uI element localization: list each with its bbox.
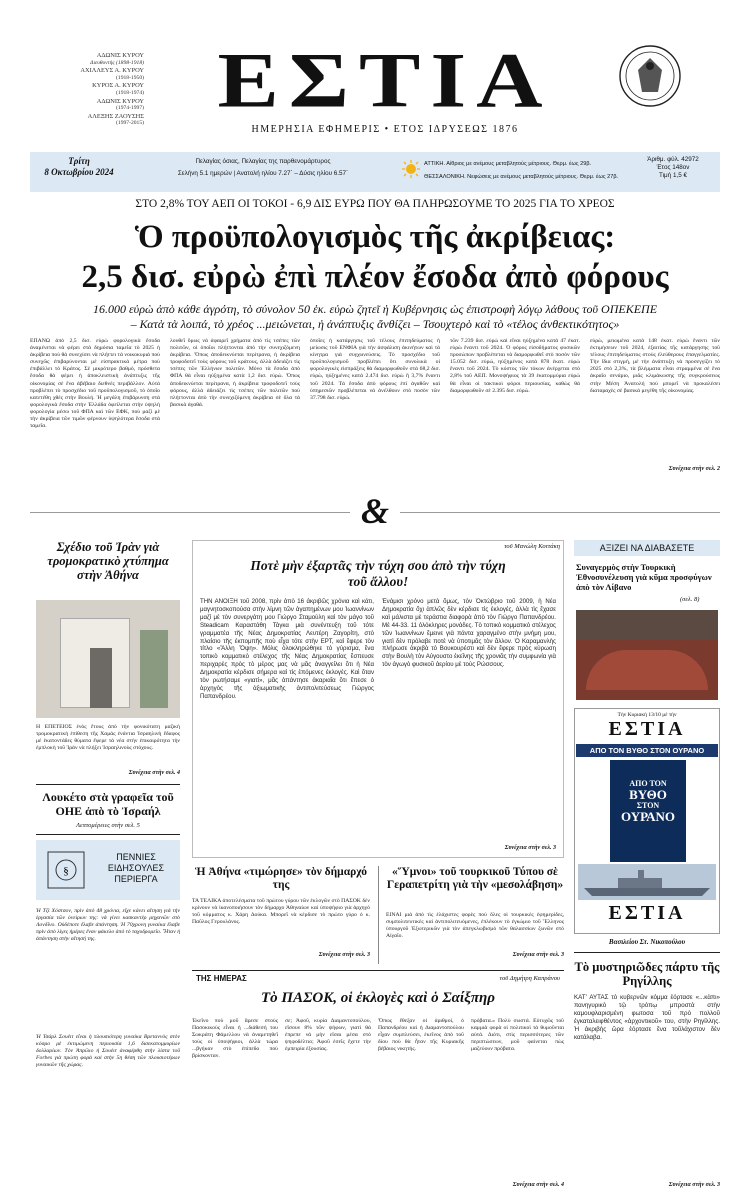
promo-banner: ΑΠΟ ΤΟΝ ΒΥΘΟ ΣΤΟΝ ΟΥΡΑΝΟ [576, 744, 718, 757]
lead-continues[interactable]: Συνέχεια στὴν σελ. 2 [668, 466, 720, 472]
issue-year: Έτος 148ον [656, 164, 690, 171]
brief-p2: Ἡ Τσάρλ Σουέιτ εἶναι ἡ πλουσιότερη γυναίκα Βρεταννὸς στὸν κόσμο μὲ ἐκτιμώμενη περιουσία 1,6 δισεκατομμυρίων δολλαρίων. Τὸν Ἀπρίλιο ἡ Σουέιτ ἀναφέρθη στὴν λίστα τοῦ Forbes γιὰ πρώτη φορά καὶ στὴν 5η θέση τῶν πλουσιοτέρων γυναικῶν τῆς χώρας. [36, 1034, 180, 1069]
pasok-continues[interactable]: Συνέχεια στὴν σελ. 3 [318, 952, 370, 958]
iran-text: Η ΕΠΕΤΕΙΟΣ ἐνὸς ἔτους ἀπὸ τὴν φονικότατη μαζικὴ τρομοκρατικὴ ἐπίθεση τῆς Χαμάς ἐνάντια Ἰσραηλινὴ ἔδαφος μὲ ἑκατοντάδες θύματα ἔφερε τὰ νέα στὴν ἐπικαιρότητα τὴν ἐμπλοκὴ τοῦ Ἰρὰν νὰ πλήξει Ἰσραηλινοὺς στόχους. [36, 724, 180, 752]
divider [30, 512, 350, 513]
turkey-text: ΕΙΝΑΙ μιὰ ἀπὸ τὶς ἐλάχιστες φορὲς ποὺ ὅλες οἱ τουρκικὲς ἐφημερίδες, συμπολιτευτικὲς καὶ ἀντιπολιτευόμενες, ἐπλέκουν τὸ ἐγκώμιο τοῦ Ἕλληνος ὑπουργοῦ Ἐξωτερικῶν γιὰ τὸν ἀπεγκλωβισμὸ τῶν θαλασσίων ζωνῶν στὸ Αἰγαῖο. [386, 912, 564, 940]
lead-col-4: τῶν 7.239 δισ. εὐρὼ καὶ εἶναι ηὐξημένα κατὰ 47 ἑκατ. εὐρὼ ἔναντι τοῦ 2024. Ὁ φόρος εἰσοδήματος φυσικῶν προσώπων προβλέπεται νὰ διαμορφωθεῖ στὸ ποσὸν τῶν 15.052 δισ. εὐρὼ, ηὐξημένος κατὰ 878 ἑκατ. εὐρὼ ἔναντι τοῦ 2024. Τὸ κόστος τῶν τόκων ἀνέρχεται στὸ 2,8% τοῦ ΑΕΠ. Μονοψήφιος τὰ 39 ἑκατομμύρια εὐρὼ θὰ εἶναι οἱ τακτικοὶ φόροι περιουσίας, καθὼς θὰ διαμορφωθοῦν σὲ 2.395 δισ. εὐρὼ. [450, 338, 580, 394]
issue-info [630, 156, 716, 180]
saints-text: Πελαγίας όσιας, Πελαγίας της παρθενομάρτυρος [195, 158, 331, 165]
uno-sub: Λεπτομέρειες στὴν σελ. 5 [76, 822, 140, 829]
divider [36, 784, 180, 785]
sun-icon [402, 160, 420, 178]
editorial-author: τοῦ Μανώλη Κοττάκη [504, 543, 560, 550]
weather-attica: ΑΤΤΙΚΗ. Αίθριος με ανέμους μεταβλητούς μέτριους. Θερμ. έως 29β. [424, 161, 592, 167]
lead-kicker: ΣΤΟ 2,8% ΤΟΥ ΑΕΠ ΟΙ ΤΟΚΟΙ - 6,9 ΔΙΣ ΕΥΡΩ ΠΟΥ ΘΑ ΠΛΗΡΩΣΟΥΜΕ ΤΟ 2025 ΓΙΑ ΤΟ ΧΡΕΟΣ [135, 198, 615, 210]
aksizei-headline[interactable]: Συναγερμὸς στὴν Τουρκικὴ Ἐθνοσυνέλευση γιὰ κῦμα προσφύγων ἀπὸ τὸν Λίβανο [576, 562, 712, 592]
themeras-col-2: σε; Ἀφοῦ, κυρία Διαμαντοπούλου, εἴσουν 8% τῶν ψήφων, γιατὶ θὰ ἐπρεπε νὰ μὴν εἴσαι μέσα στὸ ψηφοδέλτιο; Ἀφοῦ ἐσεῖς ἔχετε τὴν ἐμπειρία ἐξουσίας. [285, 1018, 371, 1053]
parliament-photo [576, 610, 718, 700]
iran-photo [36, 600, 180, 718]
editorial-col-1: ΤΗΝ ΑΝΟΙΞΗ τοῦ 2008, πρὶν ἀπὸ 16 ἀκριβῶς χρόνια καὶ κάτι, μαγνητοσκοπούσα στὴν λίμνη τῶν ἀγαπημένων μου Ἰωαννίνων μαζὶ μὲ τὸν συνεργάτη μου Γιώργο Σταμούλη καὶ τὸν μάγο τοῦ Steadicam Καραστάθη Τάγκα μιὰ συνέντευξη τοῦ τότε γραμματέα τῆς Νέας Δημοκρατίας Λευτέρη Ζαγορίτη, στὸ πλαίσιο τῆς ἐκπομπῆς ποὺ εἶχα τότε στὴν ΕΡΤ, καὶ ἔφερε τὸν τίτλο «Ἄλλη Ὄψη». Μόλις ὁλοκληρώθηκε τὸ γύρισμα, ἕνα τοπικὸ κομματικὸ στέλεχος τῆς Νέας Δημοκρατίας ἔσπευσε περιχαρὲς πρὸς τὸ μέρος μας νὰ μᾶς ἀναγγείλει ὅτι ἡ Νέα Δημοκρατία κέρδισε σήμερα καὶ τὶς ἐπόμενες ἐκλογές. Καὶ ὅταν τὸν ρωτήσαμε «γιατί», μᾶς ἀπάντησε ἀκαριαῖα ὅτι ἔπεσε ὁ ἀρχηγὸς τῆς ἀξιωματικῆς ἀντιπολιτεύσεως Γιώργος Παπανδρέου. [200, 598, 374, 700]
aksizei-page: (σελ. 8) [680, 596, 700, 603]
iran-headline: Σχέδιο τοῦ Ἰρὰν γιὰ τρομοκρατικὸ χτύπημα στὴν Ἀθήνα [47, 540, 169, 582]
rigillis-text: ΚΑΤ' ΑΥΤΑΣ τὸ κυβερνῶν κόμμα ἑόρτασε «...κὰπι» πανηγυρικὸ τῷ τρόπῳ μπροστὰ στὴν καμουφλαρισμένη φωτοσα τοῦ πρὸ πολλοῦ ἐγκαταλειφθέντος «ἀρχοντικοῦ» του, στὴν Ρηγίλλης. Ἡ ἀκριβὴς ὥρα ἑόρτασε ἕνα τοῦλάχιστον δὲν κατάλαβα. [574, 994, 720, 1041]
promo-top: Τὴν Κυριακὴ 13/10 μὲ τὴν [617, 712, 677, 718]
promo-author: Βασιλείου Στ. Νικοπούλου [608, 938, 686, 946]
divider [378, 866, 379, 964]
turkey-headline: «Ὕμνοι» τοῦ τουρκικοῦ Τύπου σὲ Γεραπετρίτη γιὰ τὴν «μεσολάβηση» [386, 866, 564, 891]
pasok-headline: Ἡ Ἀθήνα «τιμώρησε» τὸν δήμαρχό της [194, 866, 368, 891]
themeras-label: ΤΗΣ ΗΜΕΡΑΣ [196, 974, 247, 983]
aksizei-label: ΑΞΙΖΕΙ ΝΑ ΔΙΑΒΑΣΕΤΕ [574, 540, 720, 556]
divider [36, 834, 180, 835]
lead-col-3: ὁποῖες ἡ κατάργησις τοῦ τέλους ἐπιτηδεύματος ἡ μείωσις τοῦ ΕΝΦΙΑ γιὰ τὴν ἀσφάλιση ἀκινήτων καὶ τὰ κίνητρα γιὰ συγχωνεύσεις. Τὸ προσχέδιο τοῦ προϋπολογισμοῦ προβλέπει ὅτι συνολικὰ οἱ φορολογικὲς εἰσπράξεις θὰ διαμορφωθοῦν στὰ 68,2 δισ. εὐρὼ, ηὐξημένες κατὰ 2.474 δισ. εὐρὼ ἢ 3,7% ἔναντι τοῦ 2024. Τὰ ἔσοδα ἀπὸ φόρους ἐπὶ ἀγαθῶν καὶ ὑπηρεσιῶν προβλέπεται νὰ ἀνέλθουν στὸ ποσὸν τῶν 37.798 δισ. εὐρὼ. [310, 338, 440, 401]
divider [192, 970, 564, 971]
issue-number: Άριθμ. φύλ. 42972 [647, 156, 699, 163]
editorial-continues[interactable]: Συνέχεια στὴν σελ. 3 [504, 845, 556, 851]
ampersand-ornament: & [360, 491, 389, 531]
brief-title: ΠΕΝΝΙΕΣ ΕΙΔΗΣΟΥΛΕΣ ΠΕΡΙΕΡΓΑ [107, 852, 165, 884]
rigillis-continues[interactable]: Συνέχεια στὴν σελ. 3 [668, 1182, 720, 1188]
themeras-author: τοῦ Δημήτρη Καπράνου [499, 975, 560, 982]
issue-date [34, 156, 124, 178]
divider [574, 952, 720, 953]
founders-list: ΑΔΩΝΙΣ ΚΥΡΟΥ Διευθυντής (1898-1918) ΑΧΙΛΛΕΥΣ Α. ΚΥΡΟΥ (1918-1950) ΚΥΡΟΣ Α. ΚΥΡΟΥ (1918-1974) ΑΔΩΝΙΣ ΚΥΡΟΥ (1974-1997) ΑΛΕΞΗΣ ΖΑΟΥΣΗΣ (1997-2015) [80, 52, 144, 127]
masthead-title: ΕΣΤΙΑ [217, 36, 553, 124]
themeras-headline: Τὸ ΠΑΣΟΚ, οἱ ἐκλογὲς καὶ ὁ Σαίξπηρ [261, 990, 495, 1006]
brief-p1: Ἡ Τζὶ Χόστσον, πρὶν ἀπὸ 48 χρόνια, εἶχε κάνει αἴτηση γιὰ τὴν ἐργασία τῶν ὀνείρων της: νὰ γίνει κασκαντὲρ μηχανῶν στὸ Λονδῖνο. Οὐδέποτε ἔλαβε ἀπάντηση. Ἡ 70χρονη γυναίκα ἔλαβε πρὶν ἀπὸ λίγες ἡμέρες ἕναν φάκελο ἀπὸ τὸ ταχυδρομεῖο. Ἦταν ἡ ἀπάντηση στὴν αἴτησή της. [36, 908, 180, 943]
lead-headline-2: 2,5 δισ. εὐρὼ ἐπὶ πλέον ἔσοδα ἀπὸ φόρους [81, 259, 669, 295]
day-label: Τρίτη [68, 156, 90, 166]
editorial-col-2: Ἐνάμισι χρόνο μετὰ ὅμως, τὸν Ὀκτώβριο τοῦ 2009, ἡ Νέα Δημοκρατία ὄχι ἁπλῶς δὲν κέρδισε τὶς ἐκλογές, ἀλλὰ τὶς ἔχασε καὶ μάλιστα μὲ τεράστια διαφορὰ ἀπὸ τὸν Γιώργο Παπανδρέου. Μὲ 44-33. 11 ὁλόκληρες μονάδες. Τὸ τοπικὸ κομματικὸ στέλεχος τῶν Ἰωαννίνων ἔμεινε γιὰ πάντα χαραγμένο στὴν μνήμη μου, γιατὶ δὲν πρόλαβε ποτὲ νὰ ὑποτιμᾶς τὸν ἄλλον. Ὁ Καραμανλὴς πλήρωσε ἀκριβὰ τὸ Βουκουρέστι καὶ δὲν ἔφερε πρὸς κύρωση στὴν Βουλὴ τὸν Αὐγουστο ἐκεῖνης τῆς χρονιᾶς τὴν συμφωνία γιὰ τὸν ἀγωγὸ φυσικοῦ ἀερίου μὲ τοὺς Ρώσσους. [382, 598, 556, 669]
promo-masthead: ΕΣΤΙΑ [608, 718, 686, 740]
rigillis-headline: Τὸ μυστηριῶδες πάρτυ τῆς Ρηγίλλης [574, 960, 720, 988]
date-label: 8 Οκτωβρίου 2024 [44, 167, 114, 177]
lead-col-1: ΕΠΑΝΩ ἀπὸ 2,5 δισ. εὐρὼ φορολογικὰ ἔσοδα ἀναμένεται νὰ φέρει στὰ δημόσια ταμεῖα τὸ 2025 ἡ ἀκρίβεια ποὺ θὰ συνεχίσει νὰ πλήττει τὰ νοικοκυριά ποὺ συνεχῶς ἐπιβαρύνονται μὲ εἰσπρακτικὰ μέτρα ποὺ ἐπιβάλλει τὸ Κράτος. Σὲ μικρότερο βαθμό, πρόσθετα ἔσοδα θὰ φέρει ἡ ἀποκλειστικὴ ἀνάπτυξις τῆς οἰκονομίας σὲ ἕνα ἀβέβαιο διεθνὲς περιβάλλον. Αὐτὰ προβλέπει τὸ προσχέδιο τοῦ προϋπολογισμοῦ, τὸ ὁποῖο κατετέθη χθὲς στὴν Βουλή. Ἡ μεγάλη ἐπιβάρυνση στὰ φορολογικὰ ἔσοδα στὴν Ἑλλάδα ὀφείλεται στὴν ὑψηλὴ φορολογία μέσω τοῦ ΦΠΑ καὶ τῶν ΕΦΚ, ποὺ μαζὶ μὲ τὴν ἀκρίβεια τῶν τιμῶν φέρνουν ὑψηλότερα ἔσοδα στὰ ταμεῖα. [30, 338, 160, 430]
divider [400, 512, 720, 513]
svg-text:§: § [63, 865, 69, 877]
lead-col-5: εὐρὼ, μειωμένα κατὰ 148 ἑκατ. εὐρὼ ἔναντι τῶν ἐκτιμήσεων τοῦ 2024, ἐξαιτίας τῆς κατάργησης τοῦ τέλους ἐπιτηδεύματος στοὺς ἐλεύθερους ἐπαγγελματίες. Τὴν ἴδια στιγμή, μὲ τὴν ἀνάπτυξη νὰ προσεγγίζει τὸ 2025 στὸ 2,3%, τὰ βλέμματα εἶναι στραμμένα σὲ ἕνα ἀκραῖο σενάριο, μιᾶς κλιμάκωσης τῆς συγκρούσεως στὴν Μέση Ἀνατολή ποὺ μπορεῖ νὰ προκαλέσει διαταραχὲς σὲ βασικὰ μεγέθη τῆς οἰκονομίας. [590, 338, 720, 394]
warship-image [578, 864, 716, 900]
themeras-col-3: Ὅπως ἔθεξαν οἱ ἀριθμοί, ὁ Παπανδρέου καὶ ἡ Διαμαντοπούλου εἶχαν συμπλεύσει, ἐκεῖνος ἀπὸ τοῦ δίου ποὺ θὰ ἦταν τῆς Κυριακῆς βέβαιος νικητὴς. [378, 1018, 464, 1053]
lead-deck: 16.000 εὐρὼ ἀπὸ κάθε ἀγρότη, τὸ σύνολον 50 ἑκ. εὐρὼ ζητεῖ ἡ Κυβέρνησις ὡς ἐπιστροφὴ λόγῳ λάθους τοῦ ΟΠΕΚΕΠΕ – Κατὰ τὰ λοιπά, τὸ χρέος ...μειώνεται, ἡ ἀνάπτυξις ἄνθίζει – Τσουχτερὸ καὶ τὸ «τέλος ἀνθεκτικότητος» [92, 302, 658, 331]
moon-text: Σελήνη 5.1 ημερών | Ανατολή ηλίου 7.27΄ – Δύσις ηλίου 6.57΄ [177, 170, 349, 177]
pasok-text: ΤΑ ΤΕΛΙΚΑ ἀποτελέσματα τοῦ πρώτου γύρου τῶν ἐκλογῶν στὸ ΠΑΣΟΚ δὲν κρίνουν νὰ ἱκανοποιήσουν τὸν δήμαρχο Ἀθηναίων καὶ ὑποψήφιο γιὰ ἀρχηγὸ τοῦ κόμματος κ. Χάρη Δούκα. Μπορεῖ νὰ κέρδισε τὸ πρώτο γύρο ὁ κ. Παῦλος Γερουλάνος. [192, 898, 370, 926]
issue-price: Τιμή 1,5 € [659, 172, 687, 179]
themeras-col-4: πρόβατα.» Πολὺ σωστά. Εὐτυχῶς τοῦ καμμιὰ φορὰ οἱ πολιτικοὶ τὰ θυμοῦνται αὐτά. Διότι, στὶς περισσότερες τῶν περιπτώσεων, μοῦ φαίνεται πὼς μαζεύουν πρόβατα. [471, 1018, 564, 1053]
book-cover: ΑΠΟ ΤΟΝ ΒΥΘΟ ΣΤΟΝ ΟΥΡΑΝΟ [610, 760, 686, 862]
lead-headline-1: Ὁ προϋπολογισμὸς τῆς ἀκρίβειας: [134, 219, 616, 255]
themeras-col-1: Ἐκεῖνο ποὺ μοῦ ἄρεσε στοὺς Πασοκικοὺς εἶναι ἡ ...διάθεσή του Σωκράτη Φάμελλου νὰ ἀναμετηθεῖ τοὺς οἱ ὑποψήφιοι, ἀλλὰ τώρα ...βγήκαν στὸ ἐπίπεδο ποὺ βρίσκονταν. [192, 1018, 278, 1060]
themeras-continues[interactable]: Συνέχεια στὴν σελ. 4 [512, 1182, 564, 1188]
editorial-headline: Ποτὲ μὴν ἐξαρτᾶς τὴν τύχη σου ἀπὸ τὴν τύχη τοῦ ἄλλου! [250, 558, 506, 589]
brief-icon [44, 848, 88, 892]
promo-masthead-bottom: ΕΣΤΙΑ [608, 902, 686, 924]
uno-headline: Λουκέτο στὰ γραφεῖα τοῦ ΟΗΕ ἀπὸ τὸ Ἰσραήλ [42, 790, 174, 818]
iran-continues[interactable]: Συνέχεια στὴν σελ. 4 [128, 770, 180, 776]
seal-logo [618, 44, 682, 108]
turkey-continues[interactable]: Συνέχεια στὴν σελ. 3 [512, 952, 564, 958]
weather-thessaloniki: ΘΕΣΣΑΛΟΝΙΚΗ. Νεφώσεις με ανέμους μεταβλητούς μέτριους. Θερμ. έως 27β. [424, 174, 619, 180]
masthead-subtitle: ΗΜΕΡΗΣΙΑ ΕΦΗΜΕΡΙΣ • ΕΤΟΣ ΙΔΡΥΣΕΩΣ 1876 [251, 124, 519, 135]
lead-col-2: λουθεῖ ὅμως νὰ ἀφαιρεῖ χρήματα ἀπὸ τὶς τσέπες τῶν πολιτῶν, οἱ ὁποῖοι πλήττονται ἀπὸ τὴν συνεχιζόμενη ἀκρίβεια. Ὅπως ἀποδεικνύεται περίτρανα, ἡ ἀκρίβεια τροφοδοτεῖ τοὺς φόρους τοῦ κράτους, ἀλλὰ ἀδειάζει τὶς τσέπες τῶν Ἑλλήνων πολιτῶν. Μόνο τὰ ἔσοδα ἀπὸ ΦΠΑ θὰ εἶναι ηὐξημένα κατὰ 1,2 δισ. εὐρώ. Ὅπως ἀποδεικνύεται περίτρανα, ἡ ἀκρίβεια τροφοδοτεῖ τοὺς φόρους, ἀλλὰ ἀδειάζει τὶς τσέπες τῶν πολιτῶν ποὺ πλήττονται ἀπὸ τὴν συνεχιζόμενη ἀκρίβεια σὲ ὅλα τὰ βασικὰ ἀγαθά. [170, 338, 300, 408]
